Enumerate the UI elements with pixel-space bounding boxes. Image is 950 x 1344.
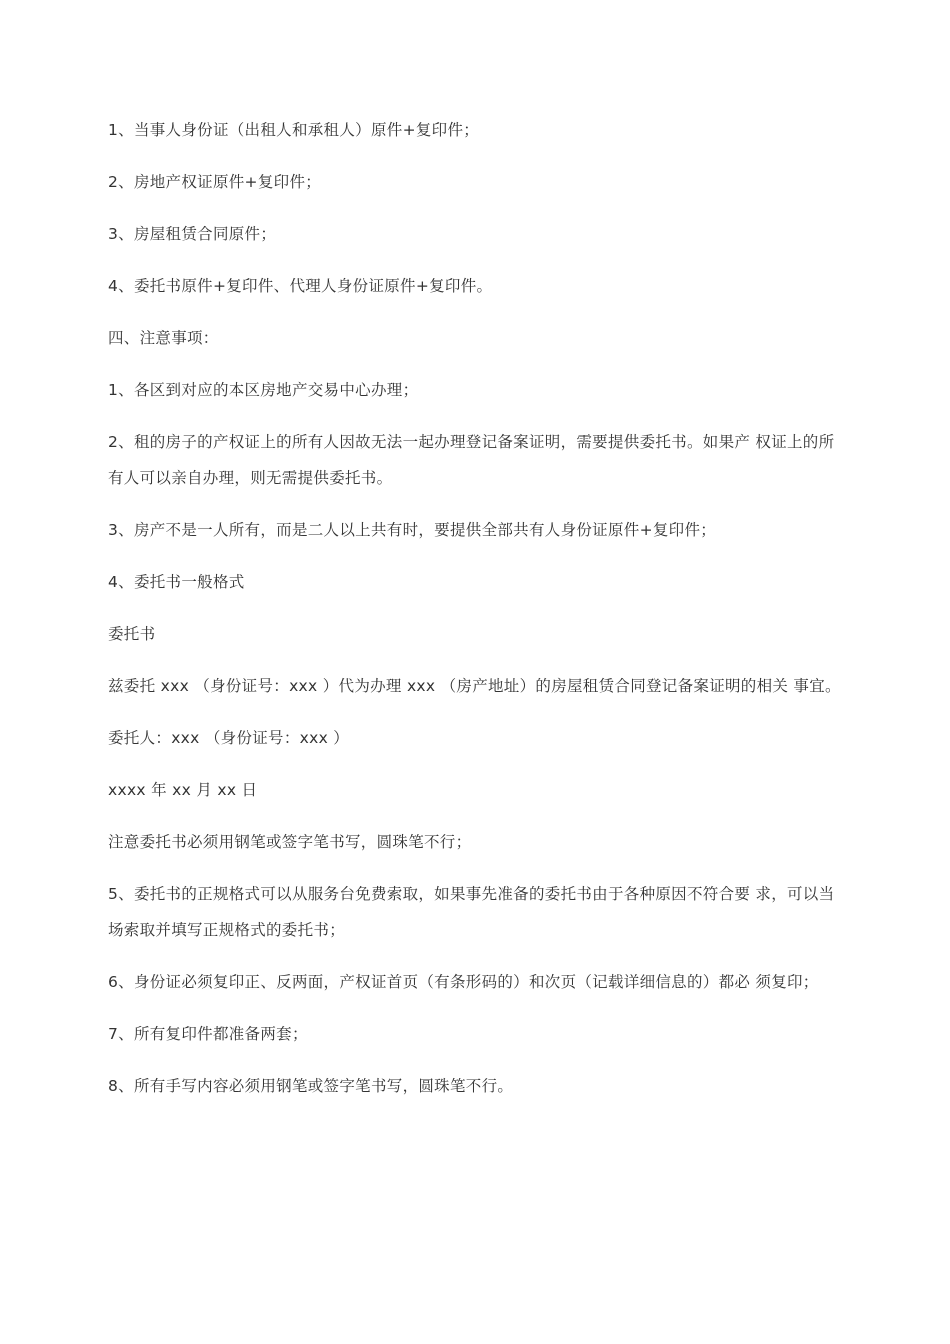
note-item-1: 1、各区到对应的本区房地产交易中心办理；	[108, 381, 419, 399]
note-item-5: 5、委托书的正规格式可以从服务台免费索取，如果事先准备的委托书由于各种原因不符合要 求，可以当场索取并填写正规格式的委托书；	[108, 885, 835, 939]
attorney-body: 兹委托 xxx （身份证号：xxx ）代为办理 xxx （房产地址）的房屋租赁合同登记备案证明的相关 事宜。	[108, 677, 841, 695]
attorney-pen-note: 注意委托书必须用钢笔或签字笔书写，圆珠笔不行；	[108, 833, 472, 851]
note-item-6: 6、身份证必须复印正、反两面，产权证首页（有条形码的）和次页（记载详细信息的）都必 须复印；	[108, 973, 819, 991]
attorney-principal: 委托人：xxx （身份证号：xxx ）	[108, 729, 350, 747]
document-body	[108, 112, 844, 1120]
note-item-3: 3、房产不是一人所有，而是二人以上共有时，要提供全部共有人身份证原件+复印件；	[108, 521, 717, 539]
attorney-date: xxxx 年 xx 月 xx 日	[108, 781, 258, 799]
note-item-2: 2、租的房子的产权证上的所有人因故无法一起办理登记备案证明，需要提供委托书。如果产 权证上的所有人可以亲自办理，则无需提供委托书。	[108, 433, 835, 487]
note-item-8: 8、所有手写内容必须用钢笔或签字笔书写，圆珠笔不行。	[108, 1077, 514, 1095]
list-item-property-cert: 2、房地产权证原件+复印件；	[108, 173, 322, 191]
list-item-id-card: 1、当事人身份证（出租人和承租人）原件+复印件；	[108, 121, 480, 139]
note-item-7: 7、所有复印件都准备两套；	[108, 1025, 308, 1043]
list-item-power-of-attorney: 4、委托书原件+复印件、代理人身份证原件+复印件。	[108, 277, 493, 295]
attorney-title: 委托书	[108, 625, 156, 643]
section-heading-notes: 四、注意事项：	[108, 329, 219, 347]
note-item-4: 4、委托书一般格式	[108, 573, 245, 591]
list-item-lease-contract: 3、房屋租赁合同原件；	[108, 225, 277, 243]
